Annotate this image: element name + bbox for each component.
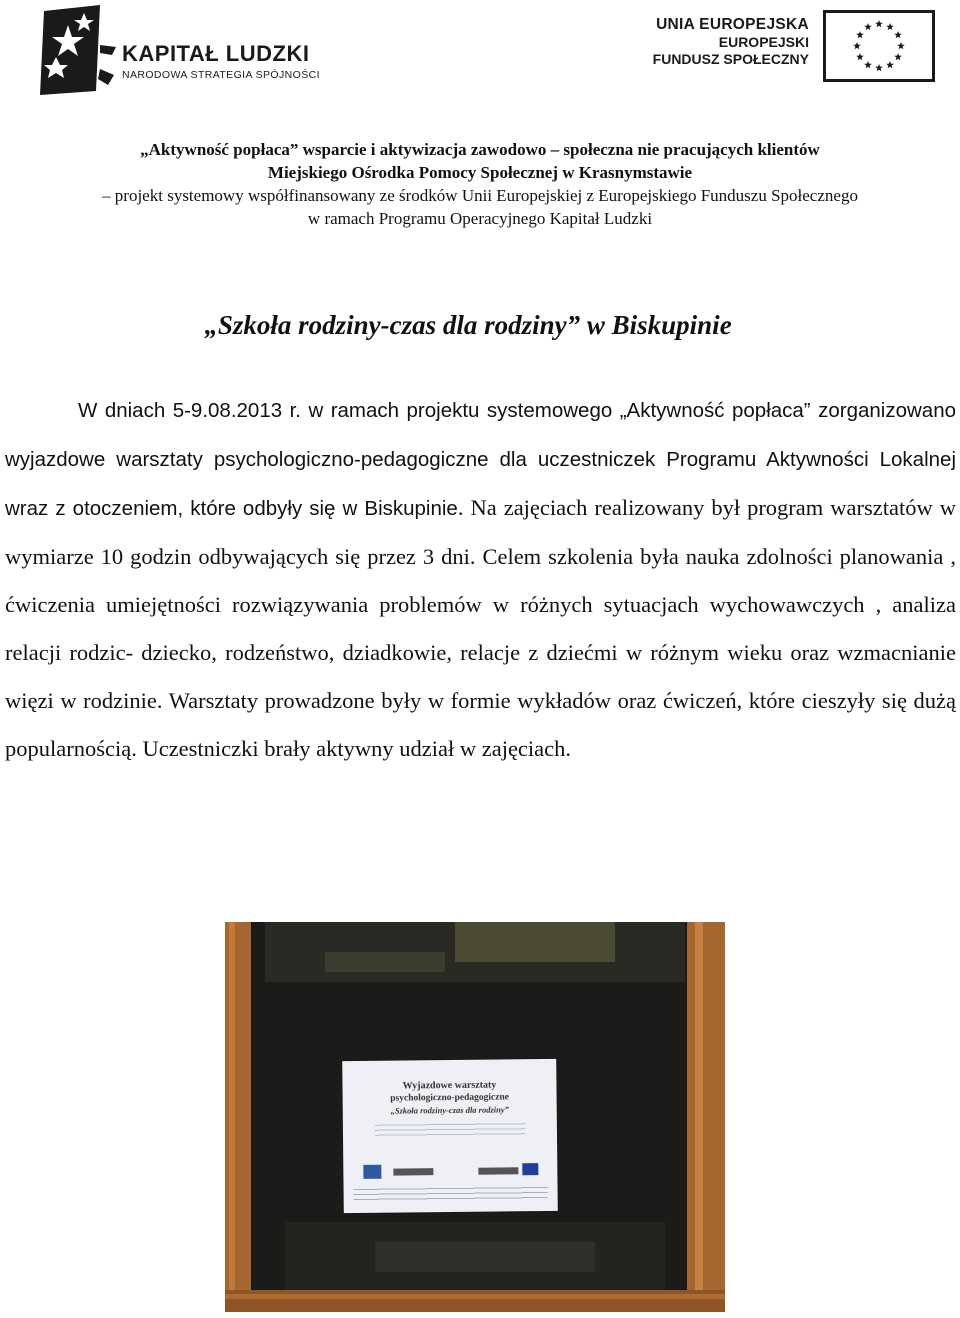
photo-poster: [342, 1059, 558, 1213]
poster-logos: [363, 1163, 538, 1181]
header-line-1: „Aktywność popłaca” wsparcie i aktywizacja zawodowo – społeczna nie pracujących klientów: [140, 140, 820, 159]
header-line-2: Miejskiego Ośrodka Pomocy Społecznej w Krasnymstawie: [267, 163, 693, 182]
page-title: „Szkoła rodziny-czas dla rodziny” w Biskupinie: [204, 310, 732, 340]
eu-line3: FUNDUSZ SPOŁECZNY: [652, 51, 809, 67]
project-header: [0, 138, 960, 230]
kapital-ludzki-subtitle: NARODOWA STRATEGIA SPÓJNOŚCI: [122, 69, 320, 81]
poster-eu-flag-icon: [522, 1163, 538, 1175]
poster-footer-print: [354, 1185, 548, 1201]
header-line-3: – projekt systemowy współfinansowany ze środków Unii Europejskiej z Europejskiego Funduszu Społecznego: [102, 186, 858, 205]
kapital-ludzki-emblem-icon: [38, 5, 118, 97]
article-body: [5, 386, 956, 773]
body-text-part2: . Na zajęciach realizowany był program warsztatów w wymiarze 10 godzin odbywających się przez 3 dni. Celem szkolenia była nauka zdolności planowania , ćwiczenia umiejętności rozwiązywania problemów w różnych sytuacjach wychowawczych , analiza relacji rodzic- dziecko, rodzeństwo, dziadkowie, relacje z dziećmi w różnym wieku oraz wzmacnianie więzi w rodzinie. Warsztaty prowadzone były w formie wykładów oraz ćwiczeń, które cieszyły się dużą popularnością. Uczestniczki brały aktywny udział w zajęciach.: [5, 495, 956, 761]
eu-logo: [652, 10, 935, 82]
poster-fine-print: [375, 1121, 525, 1137]
poster-kl-logo-icon: [363, 1165, 381, 1179]
photo: [225, 922, 725, 1312]
poster-kl-logo-text: [393, 1168, 433, 1175]
header-line-4: w ramach Programu Operacyjnego Kapitał Ludzki: [307, 209, 653, 228]
poster-line-2: psychologiczno-pedagogiczne: [390, 1092, 510, 1104]
poster-line-1: Wyjazdowe warsztaty: [402, 1079, 497, 1092]
eu-line1: UNIA EUROPEJSKA: [656, 16, 809, 33]
poster-eu-logo-text: [478, 1167, 518, 1174]
article-paragraph: [5, 386, 956, 773]
eu-line2: EUROPEJSKI: [718, 34, 809, 50]
kapital-ludzki-logo: [38, 5, 328, 97]
kapital-ludzki-name: KAPITAŁ LUDZKI: [122, 41, 310, 66]
eu-text: [653, 16, 809, 68]
body-text-part1: W dniach 5-9.08.2013 r. w ramach projektu systemowego „Aktywność popłaca” zorganizowano wyjazdowe warsztaty psychologiczno-pedagogiczne dla uczestniczek Programu Aktywności Lokalnej wraz z otoczeniem, które odbyły się w Biskupinie: [5, 399, 956, 520]
eu-flag-icon: [823, 10, 935, 82]
poster-line-3: „Szkoła rodziny-czas dla rodziny”: [390, 1104, 509, 1116]
